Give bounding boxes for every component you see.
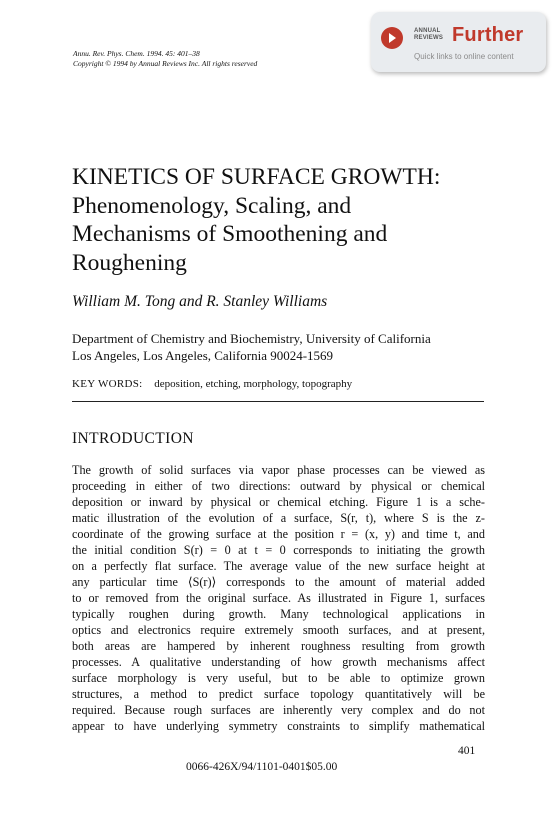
body-text <box>72 462 485 734</box>
header-divider <box>72 401 484 402</box>
annual-reviews-logo-icon <box>381 27 403 49</box>
body-line: matic illustration of the evolution of a surface, S(r, t), where S is the z- <box>72 511 485 525</box>
body-line: surface morphology is very useful, but to be able to optimize grown <box>72 671 485 685</box>
keywords-row <box>72 378 352 390</box>
body-line: typically roughen during growth. Many technological applications in <box>72 607 485 621</box>
body-line: coordinate of the growing surface at the position r = (x, y) and time t, and <box>72 527 485 541</box>
section-heading: INTRODUCTION <box>72 430 194 447</box>
body-line: required. Because rough surfaces are inherently very complex and do not <box>72 703 485 717</box>
body-line: any particular time ⟨S(r)⟩ corresponds to the amount of material added <box>72 575 485 589</box>
badge-publisher-name <box>414 28 443 42</box>
title-line: KINETICS OF SURFACE GROWTH: <box>72 164 441 190</box>
body-line: both areas are hampered by inherent roughness resulting from growth <box>72 639 485 653</box>
body-line: The growth of solid surfaces via vapor phase processes can be viewed as <box>72 463 485 477</box>
body-line: on a perfectly flat surface. The average value of the new surface height at <box>72 559 485 573</box>
journal-citation: Annu. Rev. Phys. Chem. 1994. 45: 401–38 <box>73 49 200 58</box>
body-line: optics and electronics require extremely smooth surfaces, and at present, <box>72 623 485 637</box>
author-affiliation <box>72 330 431 364</box>
badge-annual-text: ANNUAL <box>414 28 441 34</box>
title-line: Mechanisms of Smoothening and <box>72 221 388 247</box>
title-line: Roughening <box>72 249 187 276</box>
badge-subtitle: Quick links to online content <box>414 52 514 61</box>
article-code: 0066-426X/94/1101-0401$05.00 <box>186 761 338 773</box>
page-number: 401 <box>458 745 476 757</box>
body-line: processes. A qualitative understanding of how growth mechanisms affect <box>72 655 485 669</box>
body-line: structures, a method to predict surface topology quantitatively will be <box>72 687 485 701</box>
body-line: the initial condition S(r) = 0 at t = 0 corresponds to initiating the growth <box>72 543 485 557</box>
body-line: proceeding in either of two directions: outward by physical or chemical <box>72 479 485 493</box>
further-links-badge[interactable] <box>371 12 546 72</box>
body-line: appear to have underlying symmetry constraints to simplify mathematical <box>72 719 485 733</box>
article-title <box>72 163 532 277</box>
body-line: to or removed from the original surface. As illustrated in Figure 1, surfaces <box>72 591 485 605</box>
title-line: Phenomenology, Scaling, and <box>72 192 352 219</box>
badge-further-text: Further <box>452 24 524 46</box>
article-authors: William M. Tong and R. Stanley Williams <box>72 293 328 310</box>
affiliation-line: Department of Chemistry and Biochemistry, University of California <box>72 331 431 346</box>
affiliation-line: Los Angeles, Los Angeles, California 90024-1569 <box>72 348 334 363</box>
keywords-list: deposition, etching, morphology, topography <box>154 378 353 390</box>
copyright-notice: Copyright © 1994 by Annual Reviews Inc. All rights reserved <box>73 59 258 68</box>
badge-reviews-text: REVIEWS <box>414 35 444 41</box>
journal-citation-block <box>73 49 257 69</box>
keywords-label: KEY WORDS: <box>72 378 143 390</box>
body-line: deposition or inward by physical or chemical etching. Figure 1 is a sche- <box>72 495 485 509</box>
